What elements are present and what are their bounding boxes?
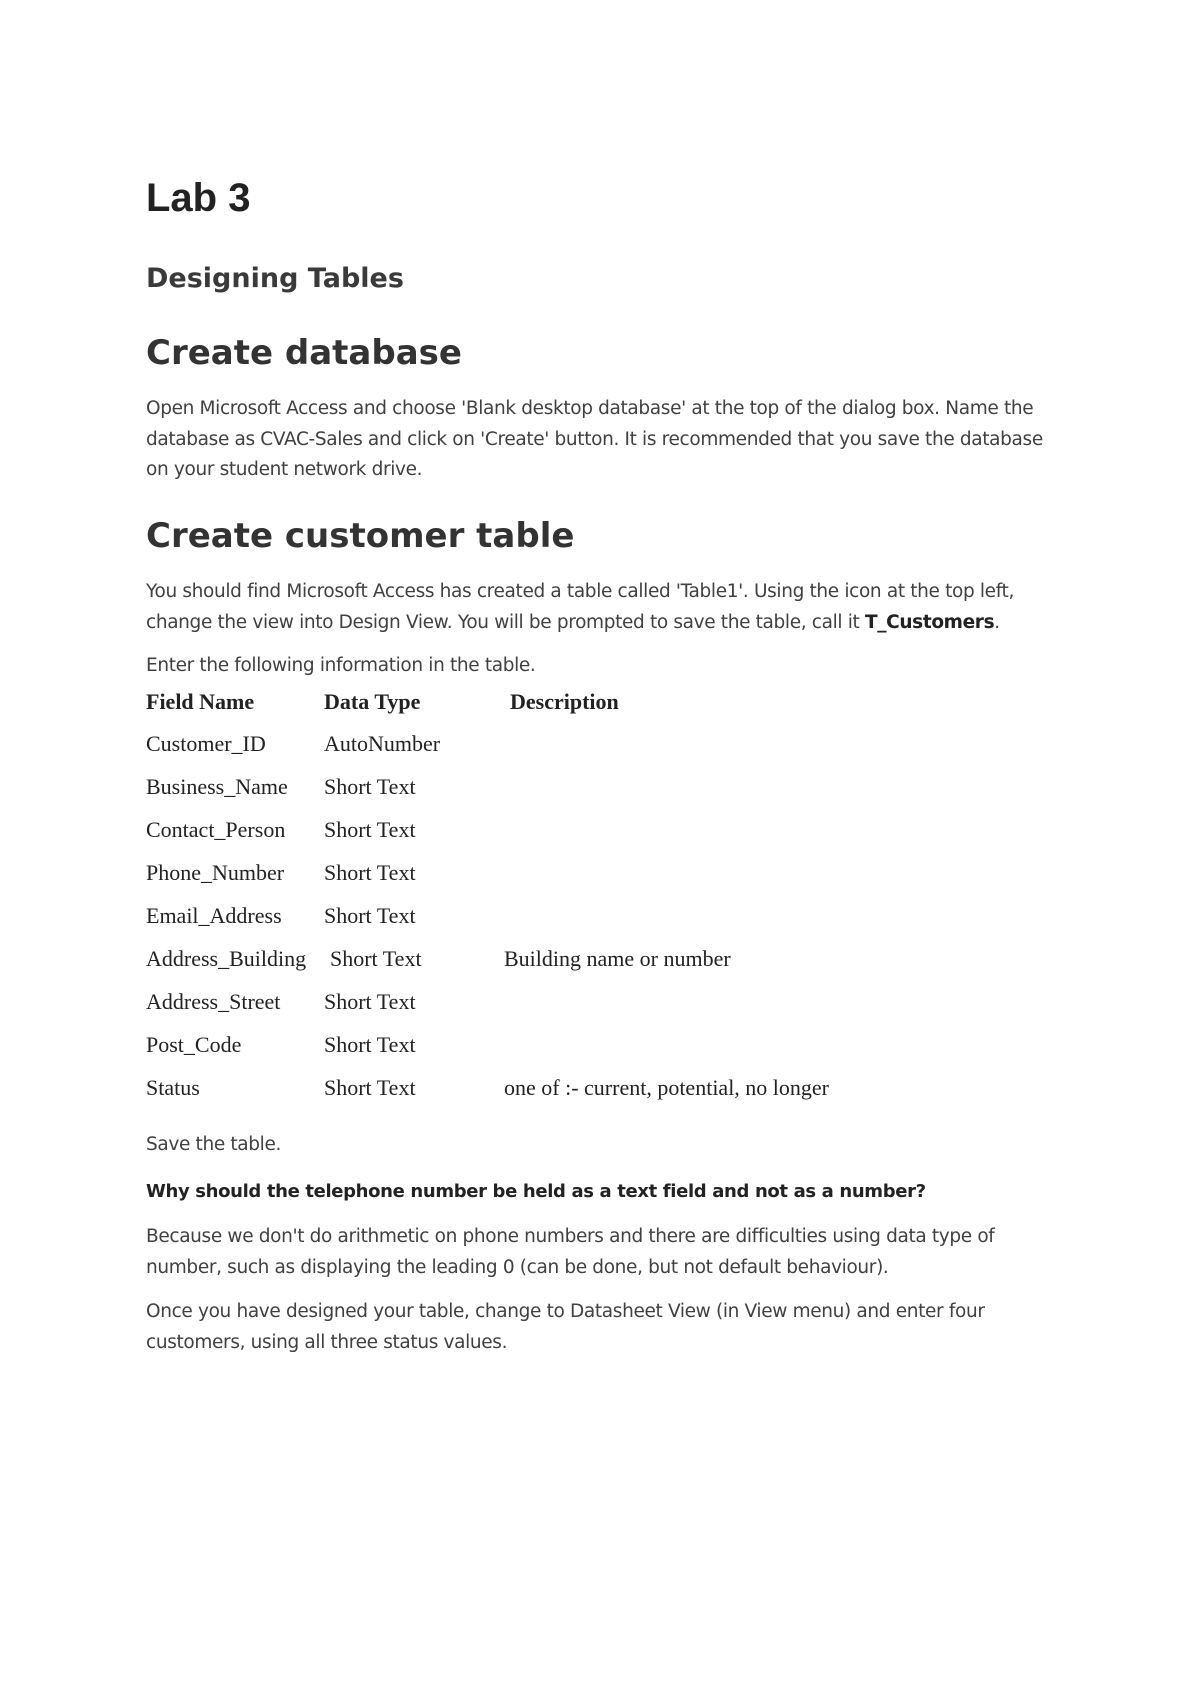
cell-description xyxy=(504,817,910,860)
cell-field-name: Business_Name xyxy=(146,774,288,799)
cell-data-type: Short Text xyxy=(324,989,416,1014)
create-database-paragraph xyxy=(146,394,1066,486)
paragraph-line: customers, using all three status values. xyxy=(146,1331,508,1353)
cell-data-type: Short Text xyxy=(324,1075,416,1100)
cell-description xyxy=(504,860,910,903)
cell-description xyxy=(504,774,910,817)
cell-field-name: Contact_Person xyxy=(146,817,286,842)
paragraph-line: Once you have designed your table, change to Datasheet View (in View menu) and enter four xyxy=(146,1301,985,1322)
paragraph-line: You should find Microsoft Access has created a table called 'Table1'. Using the icon at the top left, xyxy=(146,581,1014,602)
table-header-row xyxy=(146,689,910,731)
cell-field-name: Status xyxy=(146,1075,200,1100)
paragraph-line: change the view into Design View. You will be prompted to save the table, call it xyxy=(146,611,865,633)
cell-data-type: AutoNumber xyxy=(324,731,441,756)
table-name-bold: T_Customers xyxy=(864,611,995,633)
datasheet-instructions xyxy=(146,1297,1066,1358)
table-row xyxy=(146,1032,910,1075)
table-row xyxy=(146,989,910,1032)
paragraph-line: on your student network drive. xyxy=(146,459,423,480)
cell-description xyxy=(504,731,910,774)
cell-data-type: Short Text xyxy=(324,1032,416,1057)
enter-info-text: Enter the following information in the table. xyxy=(146,655,536,676)
header-description: Description xyxy=(510,689,619,714)
section-heading-create-customer-table: Create customer table xyxy=(146,516,575,556)
cell-field-name: Address_Building xyxy=(146,946,307,971)
cell-field-name: Post_Code xyxy=(146,1032,242,1057)
cell-description: one of :- current, potential, no longer xyxy=(504,1075,830,1100)
cell-data-type: Short Text xyxy=(324,903,416,928)
customer-table-intro xyxy=(146,577,1066,638)
cell-field-name: Customer_ID xyxy=(146,731,266,756)
table-row xyxy=(146,731,910,774)
document-title: Lab 3 xyxy=(146,176,251,220)
cell-field-name: Phone_Number xyxy=(146,860,285,885)
header-field-name: Field Name xyxy=(146,689,255,714)
cell-description: Building name or number xyxy=(504,946,731,971)
cell-data-type: Short Text xyxy=(324,774,416,799)
section-heading-create-database: Create database xyxy=(146,333,462,373)
table-row xyxy=(146,817,910,860)
cell-description xyxy=(504,989,910,1032)
table-row xyxy=(146,903,910,946)
paragraph-line: . xyxy=(994,611,1000,633)
cell-data-type: Short Text xyxy=(324,817,416,842)
field-definition-table xyxy=(146,689,910,1118)
table-row xyxy=(146,774,910,817)
paragraph-line: database as CVAC-Sales and click on 'Create' button. It is recommended that you save the database xyxy=(146,428,1043,450)
table-row xyxy=(146,946,910,989)
table-row xyxy=(146,860,910,903)
header-data-type: Data Type xyxy=(324,689,421,714)
cell-data-type: Short Text xyxy=(324,860,416,885)
cell-field-name: Address_Street xyxy=(146,989,281,1014)
cell-description xyxy=(504,903,910,946)
table-row xyxy=(146,1075,910,1118)
paragraph-line: Open Microsoft Access and choose 'Blank desktop database' at the top of the dialog box. Name the xyxy=(146,398,1034,419)
save-table-text: Save the table. xyxy=(146,1134,282,1155)
cell-data-type: Short Text xyxy=(330,946,422,971)
cell-description xyxy=(504,1032,910,1075)
telephone-question: Why should the telephone number be held as a text field and not as a number? xyxy=(146,1181,926,1202)
paragraph-line: Because we don't do arithmetic on phone numbers and there are difficulties using data type of xyxy=(146,1226,995,1247)
document-subtitle: Designing Tables xyxy=(146,263,404,294)
paragraph-line: number, such as displaying the leading 0 (can be done, but not default behaviour). xyxy=(146,1256,889,1278)
cell-field-name: Email_Address xyxy=(146,903,282,928)
telephone-answer xyxy=(146,1222,1066,1283)
